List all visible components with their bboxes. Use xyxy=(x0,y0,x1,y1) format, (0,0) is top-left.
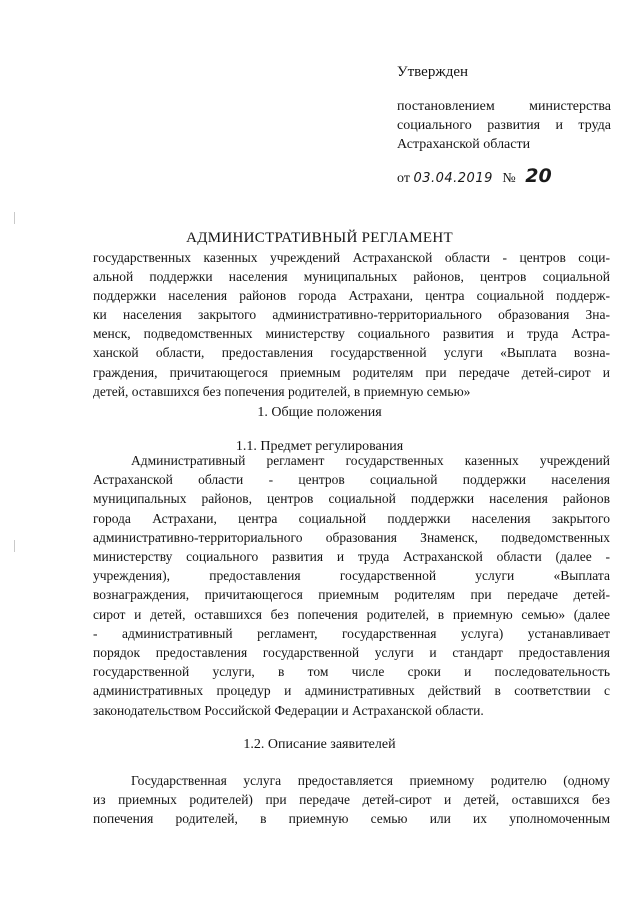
section-heading-subject: 1.1. Предмет регулирования xyxy=(235,439,404,454)
paragraph-line: административно-территориального образования Знаменск, подведомственных xyxy=(93,529,610,545)
paragraph-line: из приемных родителей) при передаче детей-сирот и детей, оставшихся без xyxy=(93,792,610,808)
document-title: АДМИНИСТРАТИВНЫЙ РЕГЛАМЕНТ xyxy=(186,230,453,246)
paragraph-line: - административный регламент, государственная услуга) устанавливает xyxy=(93,625,610,641)
paragraph-line: законодательством Российской Федерации и Астраханской области. xyxy=(93,702,484,718)
approval-date-line xyxy=(397,165,552,187)
paragraph-line: вознаграждения, причитающегося приемным родителям при передаче детей- xyxy=(93,587,610,603)
paragraph-line: города Астрахани, центра социальной поддержки населения закрытого xyxy=(93,510,610,526)
paragraph-line: попечения родителей, в приемную семью или их уполномоченным xyxy=(93,811,610,827)
paragraph-line: министерству социального развития и труда Астраханской области (далее - xyxy=(93,549,610,565)
full-title-line: альной поддержки населения муниципальных районов, центров социальной xyxy=(93,269,610,285)
full-title-line: граждения, причитающегося приемным родителям при передаче детей-сирот и xyxy=(93,364,610,380)
handwritten-date: 03.04.2019 xyxy=(413,171,493,186)
handwritten-number: 20 xyxy=(525,165,552,187)
full-title-line: ханской области, предоставления государственной услуги «Выплата возна- xyxy=(93,345,610,361)
paragraph-line: Государственная услуга предоставляется приемному родителю (одному xyxy=(131,773,610,788)
decree-line: постановлением министерства xyxy=(397,99,611,114)
date-prefix: от xyxy=(397,171,410,186)
approval-title: Утвержден xyxy=(397,64,469,80)
full-title-line: менск, подведомственных министерству социального развития и труда Астра- xyxy=(93,326,610,342)
number-sign: № xyxy=(502,171,516,186)
paragraph-applicants xyxy=(93,771,610,829)
approval-decree xyxy=(397,97,611,154)
paragraph-line: государственной услуги, в том числе сроки и последовательность xyxy=(93,664,610,680)
section-heading-general: 1. Общие положения xyxy=(257,405,382,420)
paragraph-line: учреждения), предоставления государственной услуги «Выплата xyxy=(93,568,610,584)
decree-line: социального развития и труда xyxy=(397,118,611,133)
scan-mark xyxy=(14,212,15,224)
paragraph-line: муниципальных районов, центров социальной поддержки населения районов xyxy=(93,491,610,507)
section-heading-applicants: 1.2. Описание заявителей xyxy=(243,737,396,752)
paragraph-line: Астраханской области - центров социальной поддержки населения xyxy=(93,472,610,488)
scan-mark xyxy=(14,540,15,552)
full-title-line: детей, оставшихся без попечения родителей, в приемную семью» xyxy=(93,383,471,399)
paragraph-line: порядок предоставления государственной услуги и стандарт предоставления xyxy=(93,645,610,661)
paragraph-line: Административный регламент государственных казенных учреждений xyxy=(131,453,610,468)
full-title-line: ки населения закрытого административно-территориального образования Зна- xyxy=(93,307,610,323)
paragraph-line: сирот и детей, оставшихся без попечения родителей, в приемную семью» (далее xyxy=(93,606,610,622)
decree-line: Астраханской области xyxy=(397,137,531,152)
full-title-line: поддержки населения районов города Астрахани, центра социальной поддерж- xyxy=(93,288,610,304)
full-title-line: государственных казенных учреждений Астраханской области - центров соци- xyxy=(93,250,610,265)
paragraph-subject xyxy=(93,451,610,720)
document-full-title xyxy=(93,248,610,401)
paragraph-line: административных процедур и административных действий в соответствии с xyxy=(93,683,610,699)
